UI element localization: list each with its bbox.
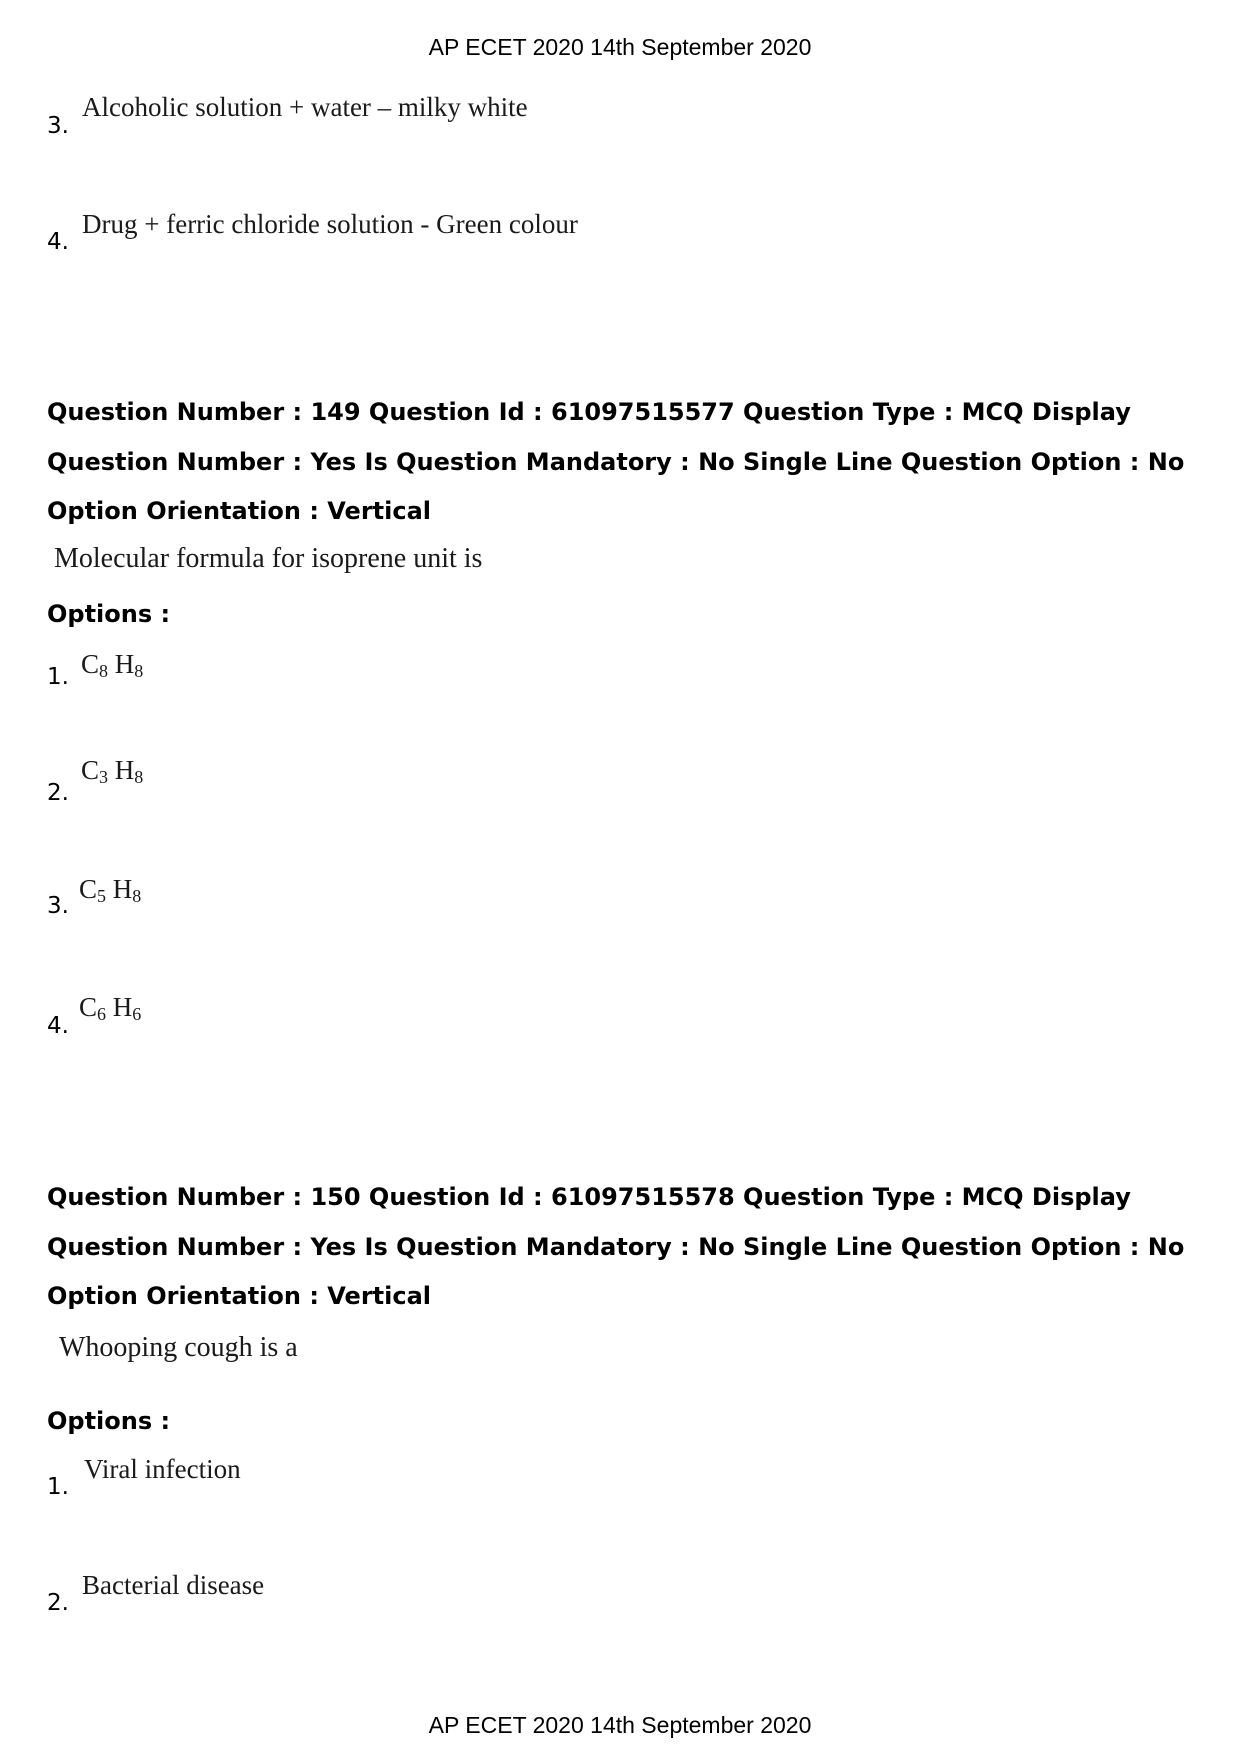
option-number: 2. — [47, 780, 69, 806]
option-formula: $C_6$ $H_6$ — [79, 992, 142, 1024]
option-number: 2. — [47, 1590, 69, 1616]
option-text: Viral infection — [84, 1454, 241, 1484]
option-formula: $C_3$ $H_8$ — [81, 755, 144, 787]
option-number: 1. — [47, 1474, 69, 1500]
question-text: Molecular formula for isoprene unit is — [54, 543, 483, 574]
option-text: Drug + ferric chloride solution - Green colour — [82, 209, 578, 239]
option-number: 3. — [47, 113, 69, 139]
option-number: 4. — [47, 1013, 69, 1039]
question-meta: Question Number : 150 Question Id : 61097515578 Question Type : MCQ Display Question Number : Yes Is Question Mandatory : No Single Line Question Option : No Option Orientation : Vertical — [47, 1183, 1185, 1310]
options-label: Options : — [47, 600, 171, 628]
option-number: 4. — [47, 229, 69, 255]
option-number: 1. — [47, 664, 69, 690]
question-meta: Question Number : 149 Question Id : 61097515577 Question Type : MCQ Display Question Number : Yes Is Question Mandatory : No Single Line Question Option : No Option Orientation : Vertical — [47, 398, 1185, 525]
option-formula: $C_8$ $H_8$ — [81, 649, 144, 681]
question-text: Whooping cough is a — [59, 1332, 298, 1363]
option-number: 3. — [47, 893, 69, 919]
page-header: AP ECET 2020 14th September 2020 — [428, 34, 812, 60]
option-text: Alcoholic solution + water – milky white — [82, 92, 528, 122]
page-footer: AP ECET 2020 14th September 2020 — [428, 1712, 812, 1738]
option-text: Bacterial disease — [82, 1570, 265, 1600]
option-formula: $C_5$ $H_8$ — [79, 874, 142, 906]
options-label: Options : — [47, 1407, 171, 1435]
